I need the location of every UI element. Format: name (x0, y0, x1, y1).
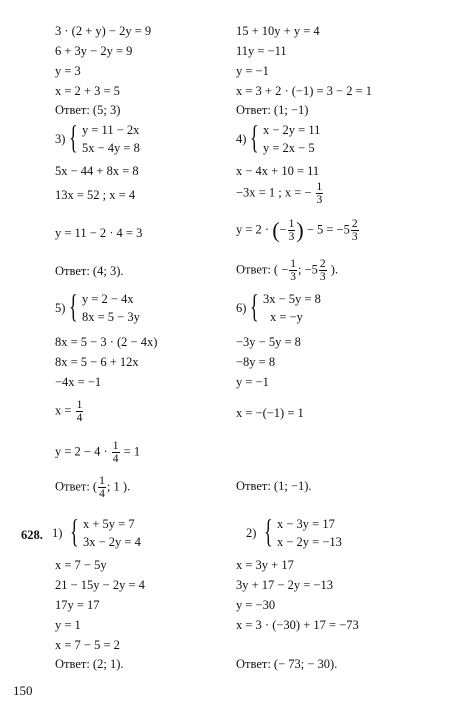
answer-line: Ответ: (5; 3) (55, 103, 121, 117)
eq-line: 11y = −11 (236, 44, 287, 58)
eq-line: x = 2 + 3 = 5 (55, 84, 120, 98)
answer-line: Ответ: (1; −1). (236, 479, 312, 493)
brace-icon: { (69, 120, 78, 156)
brace-icon: { (69, 289, 78, 325)
system-row: y = 11 − 2x (82, 123, 140, 137)
system-6 (236, 291, 386, 325)
fraction: $\frac{1}{4}$ (112, 440, 119, 465)
system-row: 3x − 5y = 8 (263, 292, 321, 306)
eq-line: 3 · (2 + y) − 2y = 9 (55, 24, 152, 38)
system-row: x − 3y = 17 (277, 517, 335, 531)
page-number: 150 (13, 683, 33, 698)
system-row: x = −y (270, 310, 303, 324)
system-row: 8x = 5 − 3y (82, 310, 140, 324)
system-number: 4) (236, 132, 247, 146)
eq-line: y = 1 (55, 618, 81, 632)
eq-line: 15 + 10y + y = 4 (236, 24, 320, 38)
system-row: 5x − 4y = 8 (82, 141, 140, 155)
answer-line: Ответ: (1; −1) (236, 103, 309, 117)
fraction: $\frac{2}{3}$ (351, 218, 358, 243)
eq-line: y = −1 (236, 64, 269, 78)
eq-line: y = −1 (236, 375, 269, 389)
fraction: $\frac{2}{3}$ (319, 258, 326, 283)
answer-line: Ответ: ( − $\frac{1}{3}$ ; −5 $\frac{2}{3}$ ). (236, 258, 339, 283)
eq-line: y = −30 (236, 598, 276, 612)
eq-line: x = 3y + 17 (236, 558, 294, 572)
brace-icon: { (250, 120, 259, 156)
fraction: $\frac{1}{3}$ (288, 218, 295, 243)
eq-line: y = 11 − 2 · 4 = 3 (55, 226, 143, 240)
answer-line: Ответ: (4; 3). (55, 264, 124, 278)
answer-line: Ответ: (2; 1). (55, 657, 124, 671)
eq-line: x = −(−1) = 1 (236, 406, 304, 420)
system-number: 6) (236, 301, 247, 315)
system-4 (236, 122, 386, 156)
eq-line: 8x = 5 − 3 · (2 − 4x) (55, 335, 158, 349)
eq-line-fraction: y = 2 − 4 · $\frac{1}{4}$ = 1 (55, 440, 141, 465)
eq-line: x = 7 − 5y (55, 558, 107, 572)
system-3 (55, 122, 205, 156)
eq-line: 5x − 44 + 8x = 8 (55, 164, 139, 178)
system-5 (55, 291, 205, 325)
answer-line: Ответ: (− 73; − 30). (236, 657, 338, 671)
eq-line: 6 + 3y − 2y = 9 (55, 44, 133, 58)
eq-line: x − 4x + 10 = 11 (236, 164, 320, 178)
eq-line: −8y = 8 (236, 355, 276, 369)
answer-line: Ответ: ( $\frac{1}{4}$ ; 1 ). (55, 475, 131, 500)
fraction: $\frac{1}{4}$ (76, 399, 83, 424)
left-column (0, 0, 200, 706)
system-628-2 (246, 516, 396, 550)
system-number: 2) (246, 526, 257, 540)
fraction: $\frac{1}{3}$ (316, 181, 323, 206)
system-number: 5) (55, 301, 66, 315)
brace-icon: { (264, 514, 273, 550)
system-row: x + 5y = 7 (83, 517, 135, 531)
eq-line: x = 3 · (−30) + 17 = −73 (236, 618, 359, 632)
brace-icon: { (70, 514, 79, 550)
eq-line-fraction: y = 2 · (− $\frac{1}{3}$ ) − 5 = −5 $\frac{2}{3}$ (236, 217, 358, 243)
eq-line: 8x = 5 − 6 + 12x (55, 355, 139, 369)
eq-line: 17y = 17 (55, 598, 100, 612)
system-number: 3) (55, 132, 66, 146)
eq-line: −3y − 5y = 8 (236, 335, 301, 349)
system-row: x − 2y = 11 (263, 123, 321, 137)
system-628-1 (52, 516, 202, 550)
eq-line: 13x = 52 ; x = 4 (55, 188, 136, 202)
eq-line: x = 3 + 2 · (−1) = 3 − 2 = 1 (236, 84, 373, 98)
problem-number: 628. (21, 528, 43, 542)
fraction: $\frac{1}{3}$ (290, 258, 297, 283)
eq-line: 21 − 15y − 2y = 4 (55, 578, 145, 592)
system-row: 3x − 2y = 4 (83, 535, 141, 549)
fraction: $\frac{1}{4}$ (99, 475, 105, 500)
eq-line: −4x = −1 (55, 375, 102, 389)
eq-line-fraction: x = $\frac{1}{4}$ (55, 399, 83, 424)
system-number: 1) (52, 526, 63, 540)
system-row: y = 2 − 4x (82, 292, 134, 306)
system-row: y = 2x − 5 (263, 141, 315, 155)
eq-line: 3y + 17 − 2y = −13 (236, 578, 333, 592)
eq-line: y = 3 (55, 64, 81, 78)
brace-icon: { (250, 289, 259, 325)
system-row: x − 2y = −13 (277, 535, 342, 549)
eq-line: x = 7 − 5 = 2 (55, 638, 120, 652)
eq-line-fraction: −3x = 1 ; x = − $\frac{1}{3}$ (236, 181, 323, 206)
